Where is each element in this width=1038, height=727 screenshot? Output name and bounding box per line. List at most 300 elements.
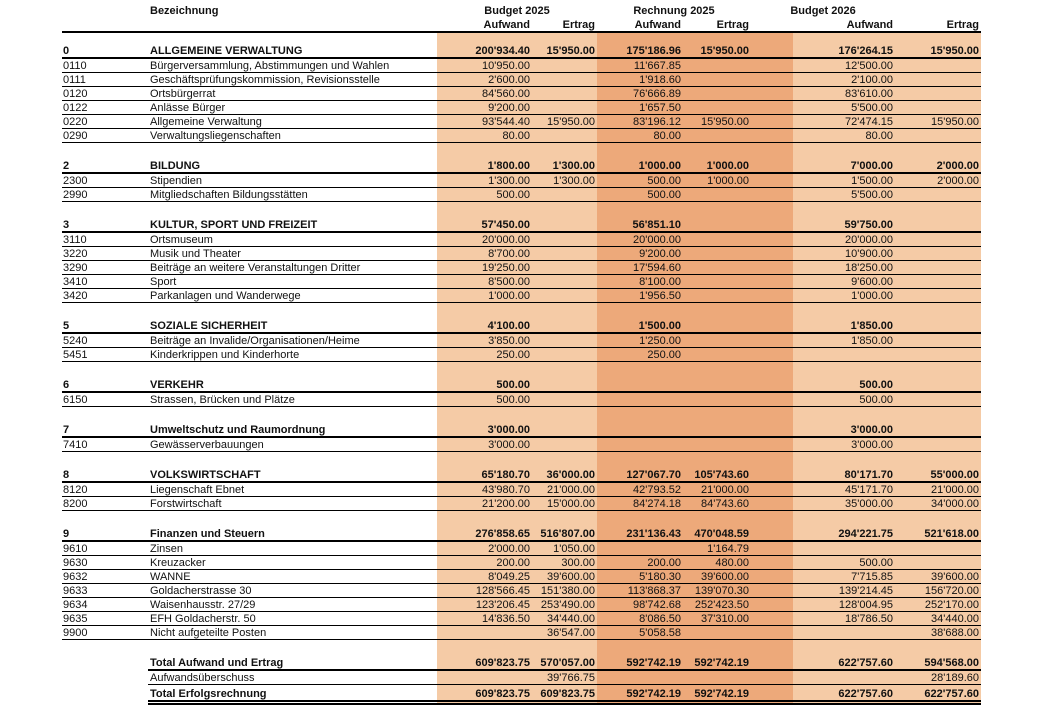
budget2026-ertrag-value — [895, 232, 981, 247]
rechnung2025-aufwand-value — [597, 362, 683, 377]
rechnung2025-aufwand-header: Aufwand — [597, 17, 683, 32]
sub-header-empty — [751, 17, 793, 32]
row-code — [62, 143, 148, 158]
rechnung2025-aufwand-value: 500.00 — [597, 188, 683, 202]
budget2025-aufwand-value: 4'100.00 — [437, 317, 532, 333]
budget2025-aufwand-value: 2'000.00 — [437, 541, 532, 556]
band-spacer — [751, 437, 793, 452]
rechnung2025-aufwand-value: 127'067.70 — [597, 466, 683, 482]
budget2025-ertrag-value — [532, 58, 597, 73]
budget2025-aufwand-value — [437, 640, 532, 655]
band-spacer — [751, 626, 793, 640]
row-code: 2 — [62, 157, 148, 173]
rechnung2025-aufwand-value — [597, 670, 683, 685]
budget2025-aufwand-value — [437, 303, 532, 318]
budget2026-ertrag-value — [895, 289, 981, 303]
table-row — [62, 188, 981, 202]
rechnung2025-aufwand-value: 8'086.50 — [597, 612, 683, 626]
spacer-row — [62, 407, 981, 422]
band-spacer — [751, 511, 793, 526]
budget2026-aufwand-value: 18'250.00 — [793, 261, 895, 275]
band-spacer — [751, 42, 793, 58]
budget2025-aufwand-value — [437, 511, 532, 526]
rechnung2025-aufwand-value — [597, 640, 683, 655]
budget2025-aufwand-value: 609'823.75 — [437, 685, 532, 703]
rechnung2025-aufwand-value: 1'000.00 — [597, 157, 683, 173]
rechnung-2025-group-header: Rechnung 2025 — [633, 5, 715, 17]
band-spacer — [751, 452, 793, 467]
rechnung2025-ertrag-value — [683, 452, 751, 467]
budget2025-ertrag-value — [532, 188, 597, 202]
budget2025-ertrag-value — [532, 421, 597, 437]
table-row — [62, 541, 981, 556]
table-row — [62, 317, 981, 333]
band-spacer — [751, 157, 793, 173]
rechnung2025-ertrag-value: 480.00 — [683, 556, 751, 570]
budget2026-ertrag-value: 156'720.00 — [895, 584, 981, 598]
band-spacer — [751, 466, 793, 482]
row-code — [62, 362, 148, 377]
budget2026-aufwand-value: 1'500.00 — [793, 173, 895, 188]
table-row — [62, 58, 981, 73]
rechnung2025-aufwand-value — [597, 32, 683, 42]
budget2026-ertrag-header: Ertrag — [895, 17, 981, 32]
spacer-row — [62, 303, 981, 318]
row-code: 9630 — [62, 556, 148, 570]
row-code: 5451 — [62, 348, 148, 362]
column-group-header-row — [62, 2, 981, 17]
budget2025-ertrag-value: 516'807.00 — [532, 525, 597, 541]
budget2026-ertrag-value — [895, 216, 981, 232]
rechnung2025-aufwand-value — [597, 407, 683, 422]
rechnung2025-ertrag-value: 1'000.00 — [683, 173, 751, 188]
budget2026-ertrag-value: 55'000.00 — [895, 466, 981, 482]
budget2025-aufwand-value: 43'980.70 — [437, 482, 532, 497]
budget2025-ertrag-value — [532, 216, 597, 232]
budget2025-ertrag-value — [532, 129, 597, 143]
rechnung2025-aufwand-value — [597, 452, 683, 467]
budget2025-aufwand-value: 1'300.00 — [437, 173, 532, 188]
band-spacer — [751, 612, 793, 626]
row-label: VOLKSWIRTSCHAFT — [148, 466, 437, 482]
budget-2026-group-header: Budget 2026 — [790, 5, 856, 17]
row-label: Musik und Theater — [148, 247, 437, 261]
row-label — [148, 303, 437, 318]
rechnung2025-aufwand-value — [597, 437, 683, 452]
bezeichnung-header: Bezeichnung — [150, 5, 219, 17]
budget2025-ertrag-header: Ertrag — [532, 17, 597, 32]
row-code: 0120 — [62, 87, 148, 101]
budget2026-aufwand-value: 294'221.75 — [793, 525, 895, 541]
rechnung2025-aufwand-value: 1'250.00 — [597, 333, 683, 348]
erfolgsrechnung-table — [62, 2, 981, 705]
rechnung2025-aufwand-value: 1'657.50 — [597, 101, 683, 115]
row-label: SOZIALE SICHERHEIT — [148, 317, 437, 333]
rechnung2025-ertrag-value — [683, 232, 751, 247]
rechnung2025-ertrag-value: 1'164.79 — [683, 541, 751, 556]
rechnung2025-ertrag-value — [683, 73, 751, 87]
table-row — [62, 261, 981, 275]
budget2026-aufwand-value: 80'171.70 — [793, 466, 895, 482]
table-row — [62, 612, 981, 626]
row-label: Stipendien — [148, 173, 437, 188]
budget2026-ertrag-value: 15'950.00 — [895, 42, 981, 58]
table-row — [62, 73, 981, 87]
table-row — [62, 87, 981, 101]
budget2025-ertrag-value: 21'000.00 — [532, 482, 597, 497]
row-label: ALLGEMEINE VERWALTUNG — [148, 42, 437, 58]
row-label: Total Aufwand und Ertrag — [148, 654, 437, 670]
row-code: 3220 — [62, 247, 148, 261]
budget2026-aufwand-value: 3'000.00 — [793, 437, 895, 452]
rechnung2025-aufwand-value: 56'851.10 — [597, 216, 683, 232]
budget2026-ertrag-value — [895, 303, 981, 318]
budget2025-ertrag-value — [532, 143, 597, 158]
band-spacer — [751, 143, 793, 158]
row-code — [62, 452, 148, 467]
band-spacer — [751, 289, 793, 303]
row-code — [62, 511, 148, 526]
band-spacer — [751, 348, 793, 362]
row-code: 7410 — [62, 437, 148, 452]
budget2025-ertrag-value — [532, 437, 597, 452]
rechnung2025-aufwand-value: 11'667.85 — [597, 58, 683, 73]
rechnung2025-aufwand-value: 9'200.00 — [597, 247, 683, 261]
budget2025-aufwand-value: 65'180.70 — [437, 466, 532, 482]
budget2025-aufwand-value: 93'544.40 — [437, 115, 532, 129]
table-row — [62, 670, 981, 685]
budget2026-ertrag-value — [895, 392, 981, 407]
rechnung2025-ertrag-header: Ertrag — [683, 17, 751, 32]
header-empty — [895, 2, 981, 17]
rechnung2025-aufwand-value: 1'956.50 — [597, 289, 683, 303]
row-label: Goldacherstrasse 30 — [148, 584, 437, 598]
budget2026-aufwand-value — [793, 541, 895, 556]
budget2026-aufwand-value: 500.00 — [793, 392, 895, 407]
row-label: Allgemeine Verwaltung — [148, 115, 437, 129]
budget2026-ertrag-value: 594'568.00 — [895, 654, 981, 670]
band-spacer — [751, 685, 793, 703]
spacer-row — [62, 202, 981, 217]
budget2026-aufwand-value — [793, 407, 895, 422]
budget2025-ertrag-value: 39'600.00 — [532, 570, 597, 584]
rechnung2025-aufwand-value: 20'000.00 — [597, 232, 683, 247]
rechnung2025-ertrag-value — [683, 421, 751, 437]
row-code: 6 — [62, 376, 148, 392]
row-label — [148, 32, 437, 42]
rechnung2025-ertrag-value — [683, 362, 751, 377]
budget2025-ertrag-value — [532, 511, 597, 526]
budget2025-ertrag-value: 15'950.00 — [532, 42, 597, 58]
budget2026-aufwand-header: Aufwand — [793, 17, 895, 32]
band-spacer — [751, 670, 793, 685]
budget2025-ertrag-value — [532, 333, 597, 348]
rechnung2025-ertrag-value: 15'950.00 — [683, 115, 751, 129]
budget2025-aufwand-value: 276'858.65 — [437, 525, 532, 541]
rechnung2025-ertrag-value — [683, 32, 751, 42]
budget2026-aufwand-value: 45'171.70 — [793, 482, 895, 497]
budget2026-ertrag-value — [895, 32, 981, 42]
row-code: 9634 — [62, 598, 148, 612]
row-code — [62, 303, 148, 318]
budget2026-ertrag-value — [895, 541, 981, 556]
rechnung2025-ertrag-value — [683, 87, 751, 101]
row-code: 0111 — [62, 73, 148, 87]
rechnung2025-ertrag-value: 252'423.50 — [683, 598, 751, 612]
band-spacer — [751, 73, 793, 87]
table-row — [62, 348, 981, 362]
budget2025-aufwand-value: 57'450.00 — [437, 216, 532, 232]
budget2025-ertrag-value: 34'440.00 — [532, 612, 597, 626]
budget2026-ertrag-value — [895, 640, 981, 655]
budget2026-aufwand-value — [793, 32, 895, 42]
rechnung2025-ertrag-value: 84'743.60 — [683, 497, 751, 511]
budget2026-aufwand-value: 139'214.45 — [793, 584, 895, 598]
row-code: 9900 — [62, 626, 148, 640]
budget2025-ertrag-value — [532, 362, 597, 377]
row-label: Nicht aufgeteilte Posten — [148, 626, 437, 640]
budget2025-ertrag-value — [532, 303, 597, 318]
table-row — [62, 173, 981, 188]
budget2025-ertrag-value: 36'000.00 — [532, 466, 597, 482]
budget2026-ertrag-value: 28'189.60 — [895, 670, 981, 685]
rechnung2025-ertrag-value — [683, 101, 751, 115]
table-row — [62, 232, 981, 247]
budget2025-aufwand-value — [437, 407, 532, 422]
rechnung2025-aufwand-value — [597, 541, 683, 556]
table-row — [62, 101, 981, 115]
budget2025-aufwand-value: 609'823.75 — [437, 654, 532, 670]
budget2026-ertrag-value — [895, 348, 981, 362]
budget2026-aufwand-value — [793, 303, 895, 318]
budget2025-aufwand-value: 128'566.45 — [437, 584, 532, 598]
table-row — [62, 482, 981, 497]
budget2026-aufwand-value: 9'600.00 — [793, 275, 895, 289]
budget2025-aufwand-value: 1'000.00 — [437, 289, 532, 303]
budget2026-ertrag-value — [895, 407, 981, 422]
rechnung2025-ertrag-value — [683, 407, 751, 422]
budget2025-ertrag-value — [532, 261, 597, 275]
budget2025-ertrag-value: 609'823.75 — [532, 685, 597, 703]
table-row — [62, 275, 981, 289]
budget2025-ertrag-value: 15'000.00 — [532, 497, 597, 511]
row-label: Beiträge an weitere Veranstaltungen Dritter — [148, 261, 437, 275]
rechnung2025-ertrag-value — [683, 202, 751, 217]
row-label: Geschäftsprüfungskommission, Revisionsstelle — [148, 73, 437, 87]
budget2026-ertrag-value — [895, 437, 981, 452]
row-label: Ortsbürgerrat — [148, 87, 437, 101]
budget2026-ertrag-value: 39'600.00 — [895, 570, 981, 584]
spacer-row — [62, 511, 981, 526]
budget2025-aufwand-value: 8'500.00 — [437, 275, 532, 289]
row-label — [148, 511, 437, 526]
row-code: 0122 — [62, 101, 148, 115]
rechnung2025-ertrag-value — [683, 188, 751, 202]
budget2025-aufwand-value: 9'200.00 — [437, 101, 532, 115]
budget2026-ertrag-value: 622'757.60 — [895, 685, 981, 703]
band-spacer — [751, 216, 793, 232]
row-label: Anlässe Bürger — [148, 101, 437, 115]
row-code — [62, 670, 148, 685]
budget2026-ertrag-value — [895, 317, 981, 333]
row-code: 9632 — [62, 570, 148, 584]
budget2026-ertrag-value: 34'440.00 — [895, 612, 981, 626]
budget2025-aufwand-value: 84'560.00 — [437, 87, 532, 101]
budget2025-aufwand-value: 1'800.00 — [437, 157, 532, 173]
budget2025-aufwand-header: Aufwand — [437, 17, 532, 32]
budget2026-aufwand-value: 2'100.00 — [793, 73, 895, 87]
band-spacer — [751, 541, 793, 556]
band-spacer — [751, 654, 793, 670]
budget2025-aufwand-value: 10'950.00 — [437, 58, 532, 73]
rechnung2025-ertrag-value — [683, 247, 751, 261]
row-label: Gewässerverbauungen — [148, 437, 437, 452]
budget2026-ertrag-value — [895, 58, 981, 73]
row-label: Beiträge an Invalide/Organisationen/Heime — [148, 333, 437, 348]
budget2025-aufwand-value: 20'000.00 — [437, 232, 532, 247]
sub-header-row — [62, 17, 981, 32]
budget2026-aufwand-value: 80.00 — [793, 129, 895, 143]
row-label — [148, 452, 437, 467]
rechnung2025-ertrag-value — [683, 58, 751, 73]
band-spacer — [751, 87, 793, 101]
table-row — [62, 42, 981, 58]
band-spacer — [751, 188, 793, 202]
rechnung2025-aufwand-value: 1'918.60 — [597, 73, 683, 87]
rechnung2025-aufwand-value: 8'100.00 — [597, 275, 683, 289]
row-label: Sport — [148, 275, 437, 289]
budget2026-aufwand-value: 72'474.15 — [793, 115, 895, 129]
budget2025-ertrag-value — [532, 232, 597, 247]
row-code: 0220 — [62, 115, 148, 129]
budget2025-aufwand-value — [437, 202, 532, 217]
row-label: Mitgliedschaften Bildungsstätten — [148, 188, 437, 202]
row-label: Forstwirtschaft — [148, 497, 437, 511]
spacer-row — [62, 362, 981, 377]
budget2026-aufwand-value: 622'757.60 — [793, 685, 895, 703]
row-code: 6150 — [62, 392, 148, 407]
table-row — [62, 157, 981, 173]
band-spacer — [751, 570, 793, 584]
budget2025-aufwand-value: 2'600.00 — [437, 73, 532, 87]
rechnung2025-ertrag-value: 1'000.00 — [683, 157, 751, 173]
budget2025-aufwand-value: 8'049.25 — [437, 570, 532, 584]
budget2025-ertrag-value — [532, 407, 597, 422]
budget2026-ertrag-value — [895, 452, 981, 467]
row-code: 0 — [62, 42, 148, 58]
rechnung2025-ertrag-value — [683, 348, 751, 362]
budget2025-ertrag-value: 300.00 — [532, 556, 597, 570]
budget2026-aufwand-value — [793, 626, 895, 640]
budget2026-aufwand-value: 5'500.00 — [793, 188, 895, 202]
rechnung2025-aufwand-value: 1'500.00 — [597, 317, 683, 333]
row-code: 3110 — [62, 232, 148, 247]
budget2025-ertrag-value — [532, 289, 597, 303]
budget2025-aufwand-value: 250.00 — [437, 348, 532, 362]
rechnung2025-aufwand-value: 42'793.52 — [597, 482, 683, 497]
budget2026-ertrag-value — [895, 87, 981, 101]
budget2025-ertrag-value — [532, 348, 597, 362]
row-code — [62, 32, 148, 42]
budget2026-aufwand-value — [793, 511, 895, 526]
band-spacer — [751, 303, 793, 318]
rechnung2025-ertrag-value: 39'600.00 — [683, 570, 751, 584]
budget2026-ertrag-value — [895, 333, 981, 348]
budget2026-ertrag-value — [895, 129, 981, 143]
budget2025-aufwand-value: 500.00 — [437, 188, 532, 202]
row-label: Ortsmuseum — [148, 232, 437, 247]
band-spacer — [751, 202, 793, 217]
budget2025-aufwand-value: 500.00 — [437, 376, 532, 392]
row-code — [62, 407, 148, 422]
budget2025-ertrag-value — [532, 317, 597, 333]
budget2025-aufwand-value: 14'836.50 — [437, 612, 532, 626]
band-spacer — [751, 173, 793, 188]
budget2026-aufwand-value: 128'004.95 — [793, 598, 895, 612]
row-label — [148, 362, 437, 377]
band-spacer — [751, 115, 793, 129]
rechnung2025-aufwand-value — [597, 392, 683, 407]
band-spacer — [751, 317, 793, 333]
band-spacer — [751, 525, 793, 541]
band-spacer — [751, 275, 793, 289]
row-label: Total Erfolgsrechnung — [148, 685, 437, 703]
band-spacer — [751, 232, 793, 247]
row-code: 0110 — [62, 58, 148, 73]
budget2025-ertrag-value: 1'050.00 — [532, 541, 597, 556]
budget2026-aufwand-value: 1'850.00 — [793, 317, 895, 333]
budget2026-aufwand-value: 59'750.00 — [793, 216, 895, 232]
band-spacer — [751, 482, 793, 497]
table-row — [62, 289, 981, 303]
budget2026-ertrag-value: 521'618.00 — [895, 525, 981, 541]
budget2025-ertrag-value: 39'766.75 — [532, 670, 597, 685]
row-label: Umweltschutz und Raumordnung — [148, 421, 437, 437]
budget2025-aufwand-value: 200.00 — [437, 556, 532, 570]
budget2025-aufwand-value: 8'700.00 — [437, 247, 532, 261]
table-row — [62, 115, 981, 129]
rechnung2025-aufwand-value: 17'594.60 — [597, 261, 683, 275]
budget2025-aufwand-value: 21'200.00 — [437, 497, 532, 511]
rechnung2025-ertrag-value: 592'742.19 — [683, 685, 751, 703]
row-label: Verwaltungsliegenschaften — [148, 129, 437, 143]
budget2026-aufwand-value: 12'500.00 — [793, 58, 895, 73]
budget2026-aufwand-value — [793, 452, 895, 467]
rechnung2025-aufwand-value — [597, 511, 683, 526]
rechnung2025-ertrag-value — [683, 303, 751, 318]
band-spacer — [751, 556, 793, 570]
band-spacer — [751, 333, 793, 348]
budget2026-ertrag-value — [895, 556, 981, 570]
budget2025-aufwand-value — [437, 143, 532, 158]
rechnung2025-aufwand-value: 592'742.19 — [597, 685, 683, 703]
rechnung2025-ertrag-value — [683, 670, 751, 685]
row-code: 3290 — [62, 261, 148, 275]
rechnung2025-aufwand-value — [597, 421, 683, 437]
rechnung2025-aufwand-value: 5'180.30 — [597, 570, 683, 584]
row-label: Finanzen und Steuern — [148, 525, 437, 541]
band-spacer — [751, 598, 793, 612]
rechnung2025-ertrag-value — [683, 333, 751, 348]
budget2026-aufwand-value: 35'000.00 — [793, 497, 895, 511]
rechnung2025-ertrag-value: 139'070.30 — [683, 584, 751, 598]
budget2026-aufwand-value: 176'264.15 — [793, 42, 895, 58]
budget2026-aufwand-value: 500.00 — [793, 376, 895, 392]
band-spacer — [751, 129, 793, 143]
table-row — [62, 570, 981, 584]
budget2025-ertrag-value: 151'380.00 — [532, 584, 597, 598]
row-code: 9633 — [62, 584, 148, 598]
